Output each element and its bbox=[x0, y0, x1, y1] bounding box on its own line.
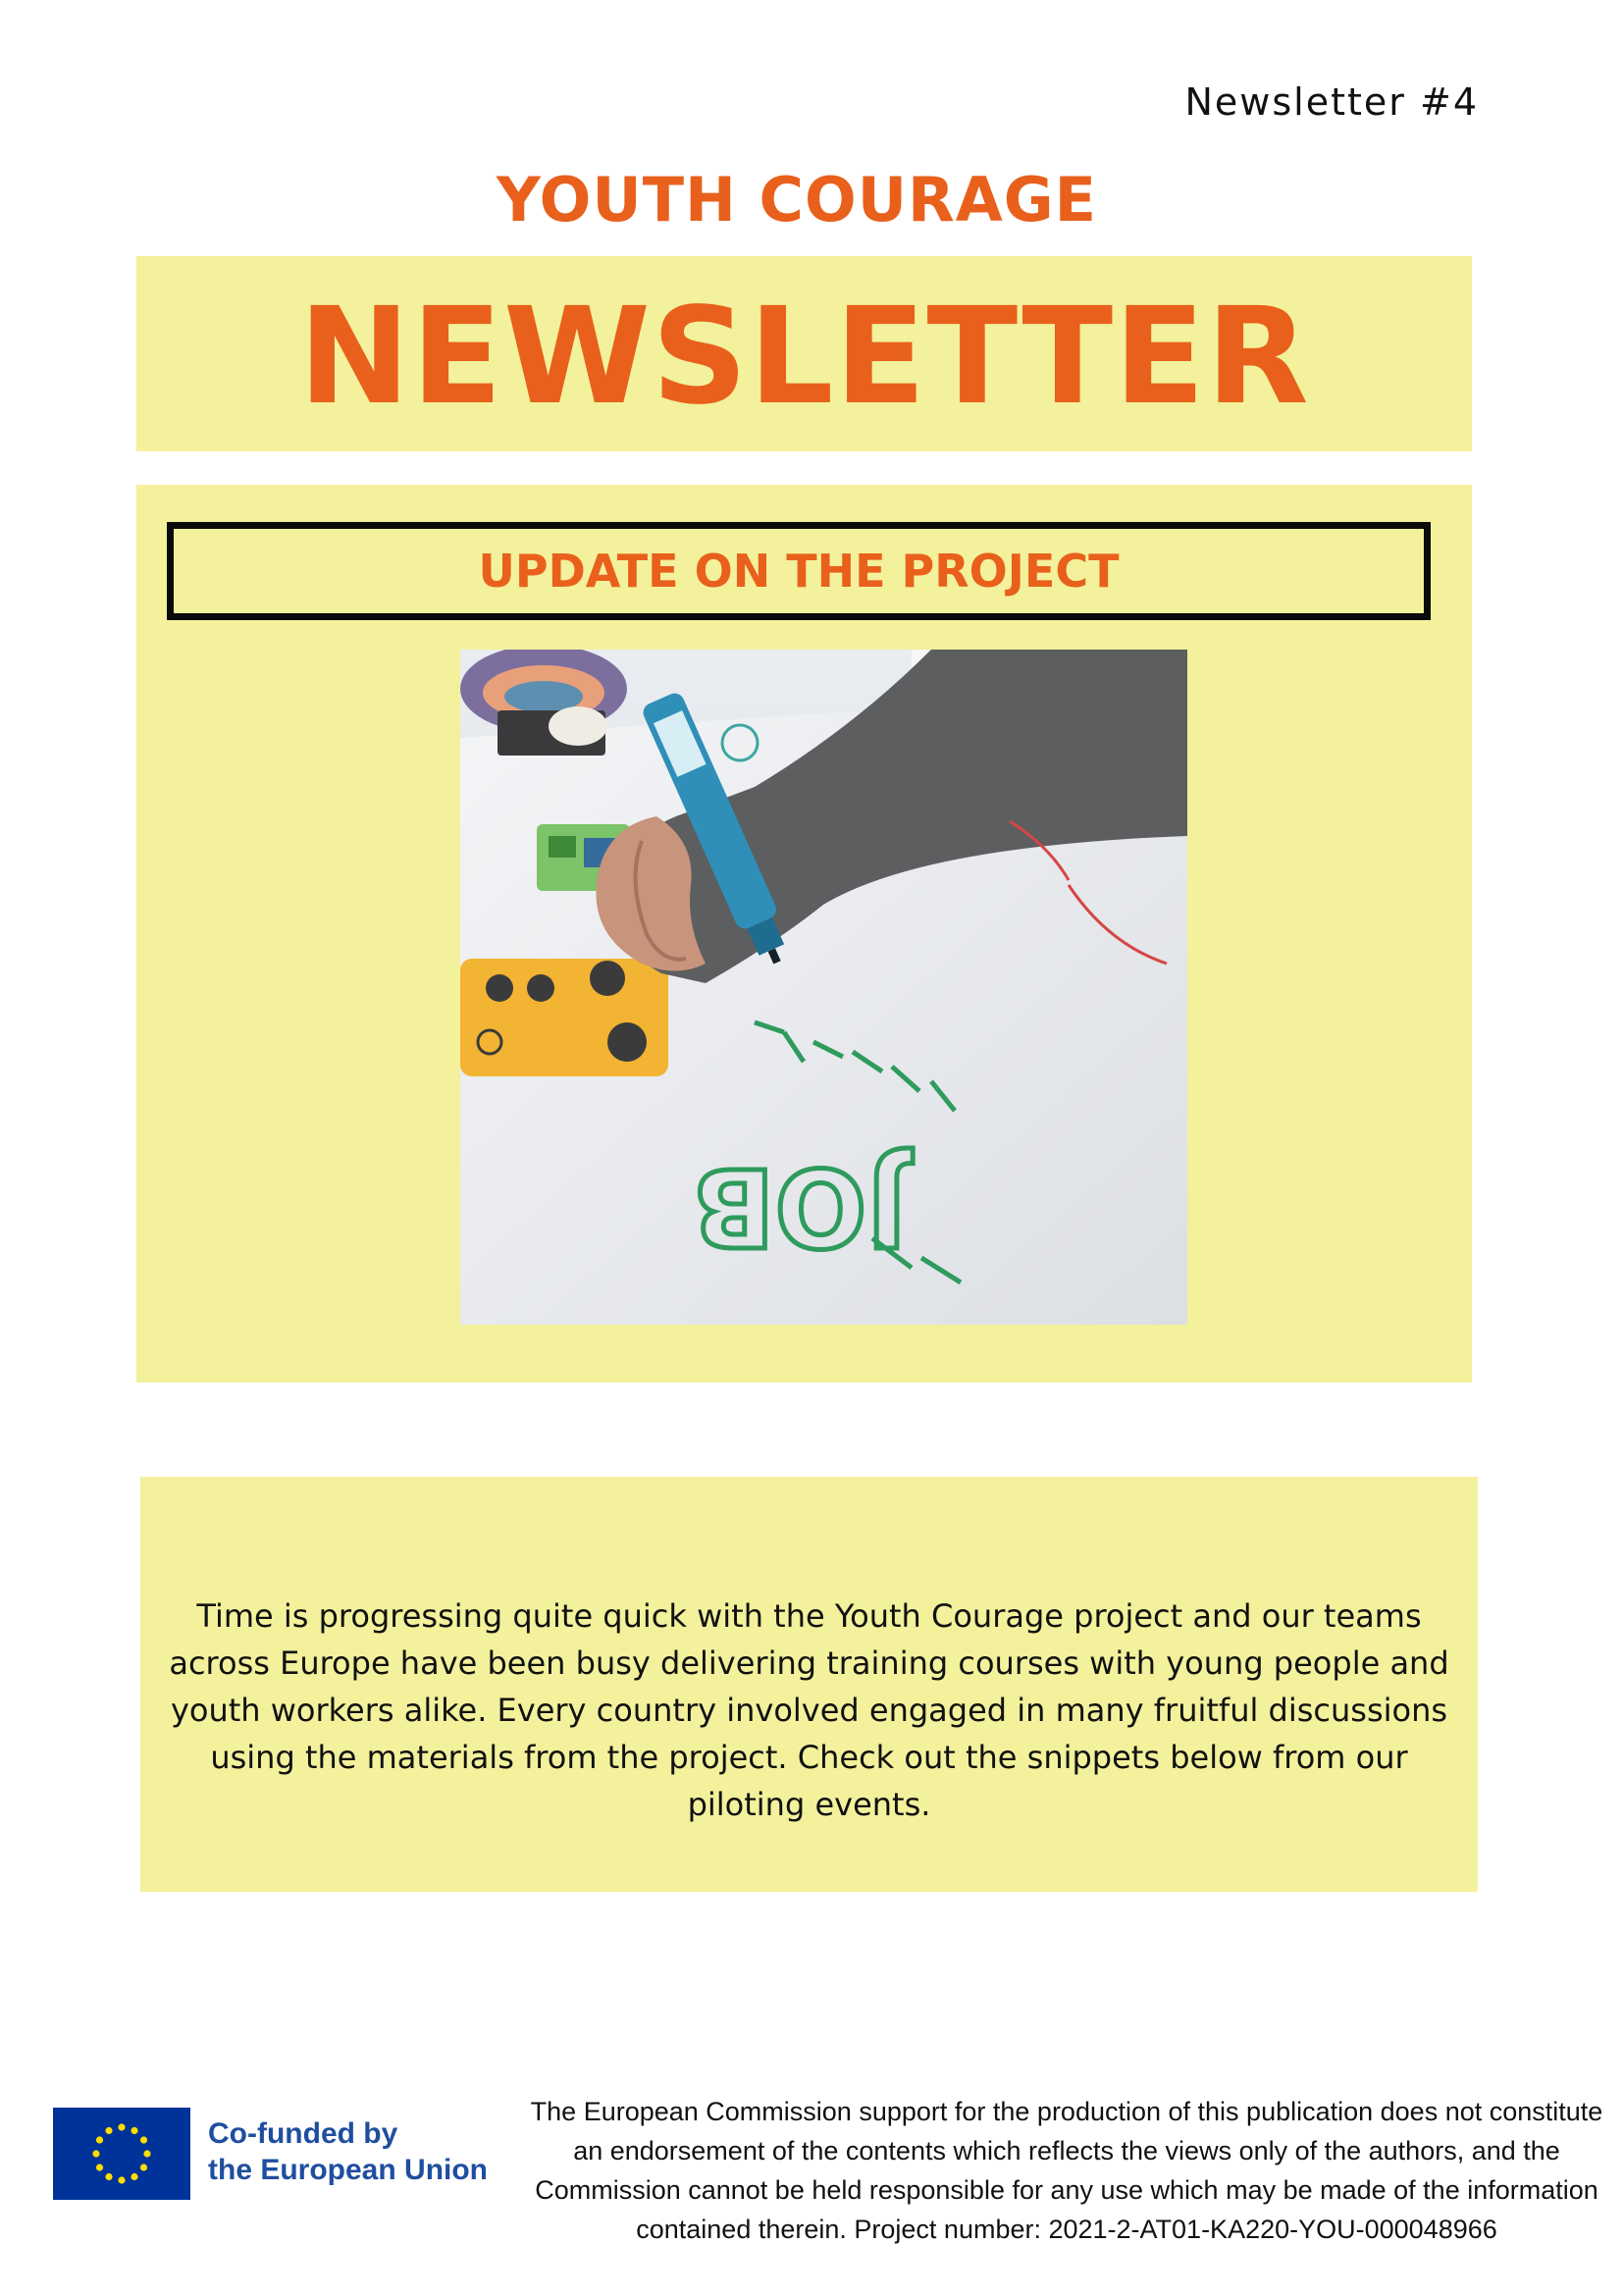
photo-job-lettering: JOB bbox=[692, 1144, 907, 1270]
intro-text: Time is progressing quite quick with the Youth Courage project and our teams across Europe have been busy delivering training courses with young people and youth workers alike. Every country involved engaged in many fruitful discussions using the materials from the project. Check out the snippets below from our piloting events. bbox=[169, 1597, 1449, 1823]
masthead-title: NEWSLETTER bbox=[298, 280, 1310, 435]
issue-number: Newsletter #4 bbox=[1184, 80, 1479, 124]
update-heading-box bbox=[167, 522, 1431, 620]
eu-funding-line1: Co-funded by bbox=[208, 2117, 398, 2150]
eu-disclaimer: The European Commission support for the production of this publication does not constitute an endorsement of the contents which reflects the views only of the authors, and the Commission cannot be held responsible for any use which may be made of the information contained therein. Project number: 2021-2-AT01-KA220-YOU-000048966 bbox=[530, 2097, 1603, 2244]
workshop-photo-illustration bbox=[460, 650, 1187, 1325]
eu-funding-label bbox=[208, 2115, 488, 2188]
workshop-photo bbox=[460, 650, 1187, 1325]
intro-panel bbox=[140, 1477, 1478, 1892]
project-name: YOUTH COURAGE bbox=[496, 164, 1098, 235]
masthead-banner bbox=[136, 256, 1472, 451]
update-heading: UPDATE ON THE PROJECT bbox=[478, 545, 1120, 598]
eu-funding-line2: the European Union bbox=[208, 2154, 488, 2186]
eu-flag-icon bbox=[53, 2108, 190, 2200]
update-panel bbox=[136, 485, 1472, 1383]
